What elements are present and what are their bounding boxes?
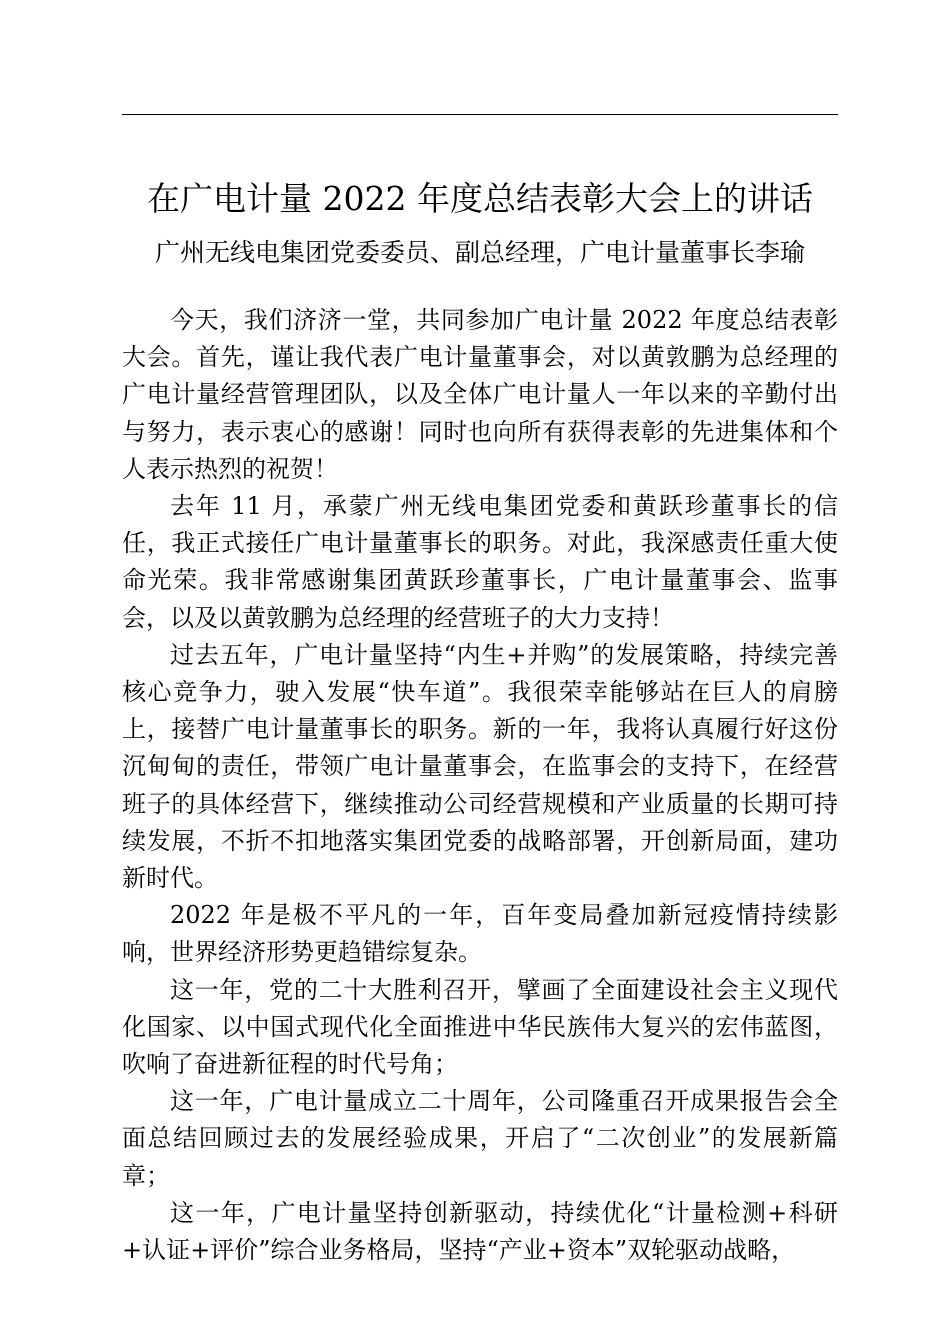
document-subtitle: 广州无线电集团党委委员、副总经理，广电计量董事长李瑜 (154, 238, 805, 267)
paragraph: 这一年，党的二十大胜利召开，擘画了全面建设社会主义现代化国家、以中国式现代化全面推进中华民族伟大复兴的宏伟蓝图，吹响了奋进新征程的时代号角； (122, 975, 838, 1079)
document-title: 在广电计量 2022 年度总结表彰大会上的讲话 (147, 179, 813, 218)
header-rule (122, 114, 838, 115)
paragraph: 这一年，广电计量成立二十周年，公司隆重召开成果报告会全面总结回顾过去的发展经验成果，开启了“二次创业”的发展新篇章； (122, 1087, 838, 1190)
paragraph: 过去五年，广电计量坚持“内生+并购”的发展策略，持续完善核心竞争力，驶入发展“快车道”。我很荣幸能够站在巨人的肩膀上，接替广电计量董事长的职务。新的一年，我将认真履行好这份沉甸甸的责任，带领广电计量董事会，在监事会的支持下，在经营班子的具体经营下，继续推动公司经营规模和产业质量的长期可持续发展，不折不扣地落实集团党委的战略部署，开创新局面，建功新时代。 (122, 640, 838, 893)
document-body (122, 302, 838, 1269)
paragraph: 2022 年是极不平凡的一年，百年变局叠加新冠疫情持续影响，世界经济形势更趋错综复杂。 (122, 901, 838, 967)
paragraph: 今天，我们济济一堂，共同参加广电计量 2022 年度总结表彰大会。首先，谨让我代表广电计量董事会，对以黄敦鹏为总经理的广电计量经营管理团队，以及全体广电计量人一年以来的辛勤付出与努力，表示衷心的感谢！同时也向所有获得表彰的先进集体和个人表示热烈的祝贺！ (122, 306, 838, 483)
paragraph: 去年 11 月，承蒙广州无线电集团党委和黄跃珍董事长的信任，我正式接任广电计量董事长的职务。对此，我深感责任重大使命光荣。我非常感谢集团黄跃珍董事长，广电计量董事会、监事会，以及以黄敦鹏为总经理的经营班子的大力支持！ (122, 492, 838, 632)
paragraph: 这一年，广电计量坚持创新驱动，持续优化“计量检测+科研+认证+评价”综合业务格局，坚持“产业+资本”双轮驱动战略， (122, 1198, 838, 1265)
